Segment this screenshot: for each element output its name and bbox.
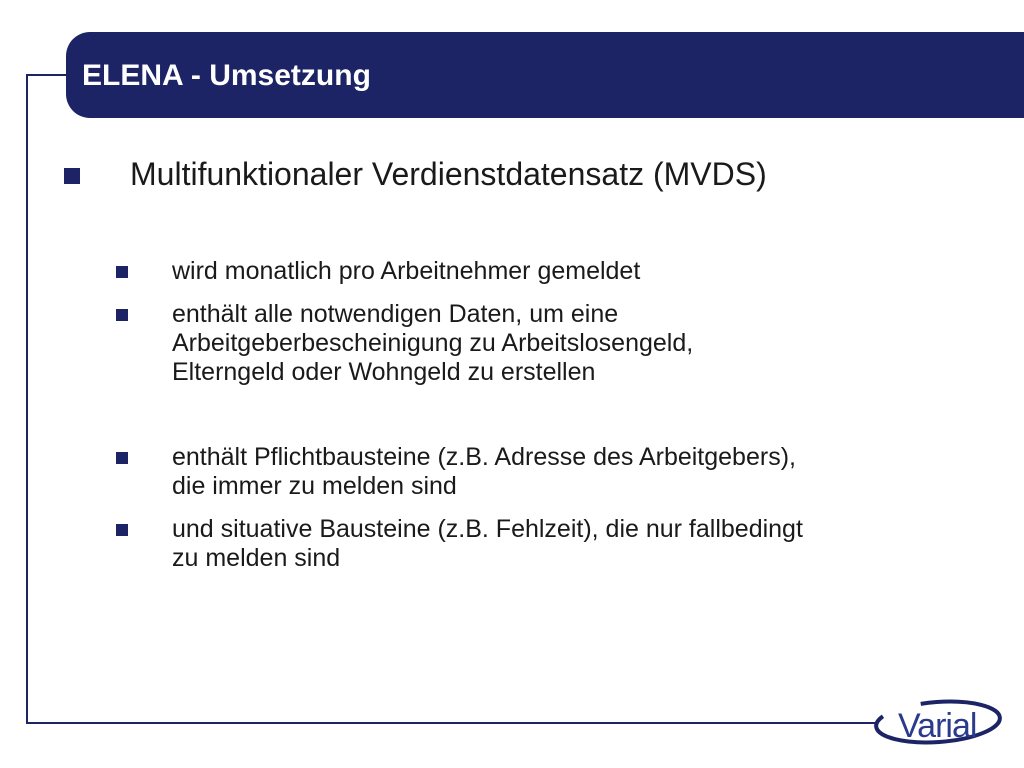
varial-logo [874,696,1008,752]
main-bullet-marker [64,168,80,184]
bullet-marker [116,266,128,278]
list-item-line: wird monatlich pro Arbeitnehmer gemeldet [172,257,641,285]
list-item-line: Elterngeld oder Wohngeld zu erstellen [172,358,596,386]
frame-top-line [26,74,70,76]
logo-text: Varial [898,707,977,745]
list-item-line: die immer zu melden sind [172,472,457,500]
list-item-line: enthält alle notwendigen Daten, um eine [172,300,619,328]
slide-title: ELENA - Umsetzung [82,59,371,92]
list-item-line: Arbeitgeberbescheinigung zu Arbeitslosengeld, [172,329,694,357]
frame-left-line [26,74,28,724]
frame-bottom-line [26,722,878,724]
bullet-marker [116,452,128,464]
list-item-line: zu melden sind [172,544,341,572]
list-item-line: enthält Pflichtbausteine (z.B. Adresse des Arbeitgebers), [172,443,796,471]
bullet-marker [116,524,128,536]
main-bullet-text: Multifunktionaler Verdienstdatensatz (MVDS) [130,156,767,192]
varial-logo-icon [874,696,1008,752]
bullet-marker [116,309,128,321]
list-item-line: und situative Bausteine (z.B. Fehlzeit), die nur fallbedingt [172,515,803,543]
